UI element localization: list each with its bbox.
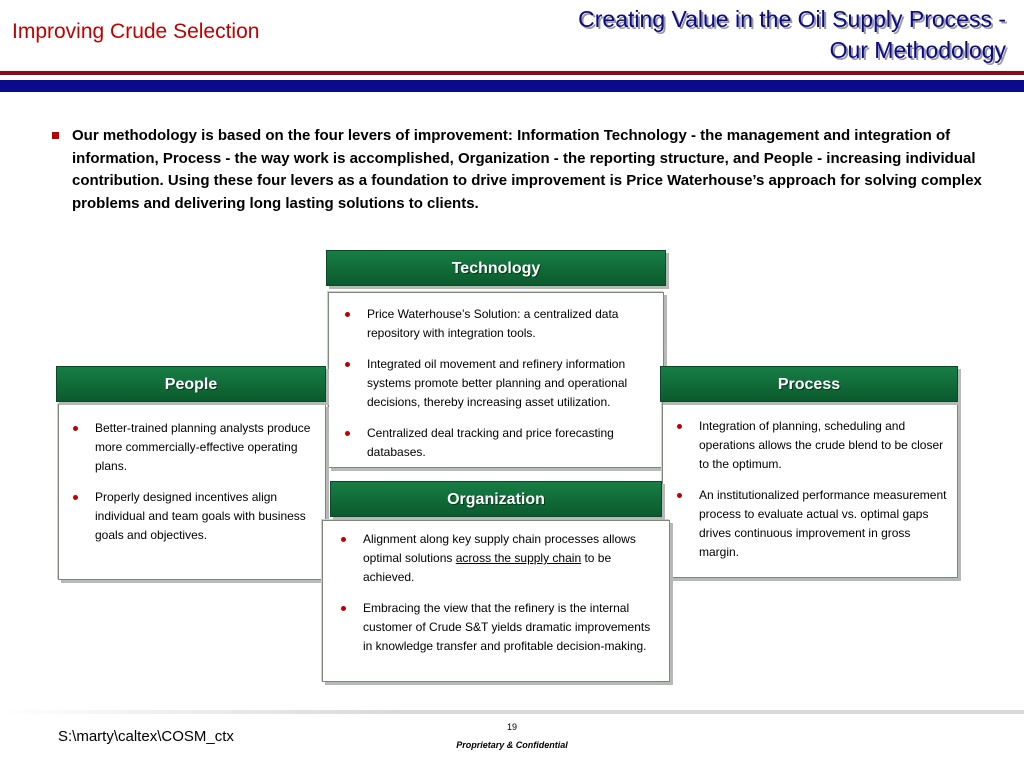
- technology-body: [328, 292, 664, 468]
- technology-header: Technology: [326, 250, 666, 286]
- list-item: An institutionalized performance measurement process to evaluate actual vs. optimal gaps drives continuous improvement in gross margin.: [699, 486, 951, 562]
- list-item: [363, 530, 653, 587]
- people-bullet-list: [95, 419, 311, 557]
- process-header: Process: [660, 366, 958, 402]
- page-number: 19: [506, 722, 517, 732]
- process-body: [662, 402, 958, 578]
- organization-bullet-list: [363, 530, 653, 668]
- slide-title-line-2: Our Methodology: [829, 37, 1006, 63]
- file-path: S:\marty\caltex\COSM_ctx: [58, 728, 234, 745]
- list-item: Integrated oil movement and refinery information systems promote better planning and operational decisions, thereby increasing asset utilization.: [367, 355, 649, 412]
- list-item: Centralized deal tracking and price forecasting databases.: [367, 424, 649, 462]
- list-item: Embracing the view that the refinery is the internal customer of Crude S&T yields dramatic improvements in knowledge transfer and profitable decision-making.: [363, 599, 653, 656]
- process-bullet-list: [699, 417, 951, 574]
- slide-title-line-1: Creating Value in the Oil Supply Process -: [578, 6, 1006, 32]
- organization-bullet-1-underlined: across the supply chain: [455, 551, 582, 565]
- confidentiality-notice: Proprietary & Confidential: [456, 740, 568, 750]
- slide-section-title: Improving Crude Selection: [12, 20, 260, 43]
- organization-header: Organization: [330, 481, 662, 517]
- organization-body: [322, 520, 670, 682]
- header-red-rule: [0, 71, 1024, 75]
- people-header: People: [56, 366, 326, 402]
- people-body: [58, 404, 326, 580]
- technology-bullet-list: [367, 305, 649, 474]
- list-item: Properly designed incentives align individual and team goals with business goals and objectives.: [95, 488, 311, 545]
- square-bullet-icon: [52, 132, 59, 139]
- list-item: Integration of planning, scheduling and operations allows the crude blend to be closer to the optimum.: [699, 417, 951, 474]
- footer-rule: [0, 710, 1024, 714]
- organization-bullet-1-text: Alignment along key supply chain processes allows optimal solutions: [363, 532, 636, 565]
- list-item: Price Waterhouse’s Solution: a centralized data repository with integration tools.: [367, 305, 649, 343]
- slide-title: [446, 4, 1006, 66]
- list-item: Better-trained planning analysts produce more commercially-effective operating plans.: [95, 419, 311, 476]
- organization-bullet-1-end: to be achieved.: [363, 551, 612, 584]
- intro-paragraph: Our methodology is based on the four levers of improvement: Information Technology - the management and integration of information, Process - the way work is accomplished, Organization - the reporting structure, and People - increasing individual contribution. Using these four levers as a foundation to drive improvement is Price Waterhouse’s approach for solving complex problems and delivering long lasting solutions to clients.: [72, 127, 982, 212]
- header-blue-rule: [0, 80, 1024, 92]
